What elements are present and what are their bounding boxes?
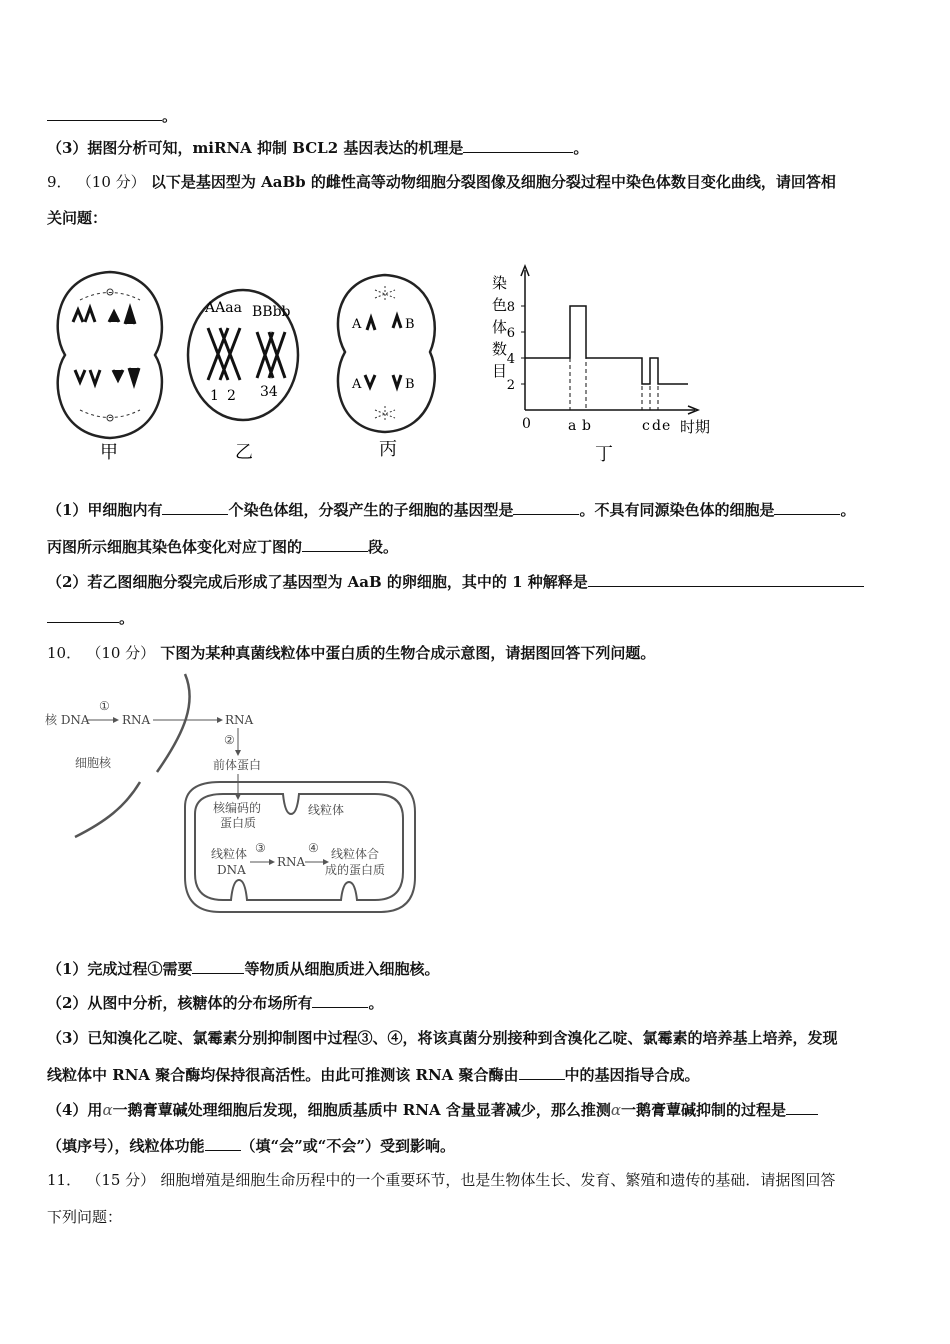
cell-division-figure bbox=[45, 260, 445, 470]
chart-tick-a: a bbox=[568, 418, 577, 434]
label-jia: 甲 bbox=[100, 442, 118, 463]
q10-sub3-line-1: （3）已知溴化乙啶、氯霉素分别抑制图中过程③、④，将该真菌分别接种到含溴化乙啶、氯霉素的培养基上培养，发现 bbox=[47, 1029, 838, 1047]
question-score: （10 分） bbox=[76, 173, 146, 191]
svg-text:染: 染 bbox=[492, 274, 508, 292]
chart-yticks bbox=[507, 300, 525, 393]
label-yi: 乙 bbox=[235, 442, 253, 463]
svg-text:细胞核: 细胞核 bbox=[75, 756, 112, 770]
answer-blank[interactable] bbox=[192, 959, 244, 974]
answer-blank[interactable] bbox=[47, 106, 162, 121]
chart-xlabel: 时期 bbox=[680, 418, 711, 436]
svg-text:线粒体: 线粒体 bbox=[211, 847, 248, 861]
chart-tick-b: b bbox=[582, 418, 591, 434]
answer-blank[interactable] bbox=[786, 1100, 818, 1115]
question-score: （15 分） bbox=[86, 1171, 156, 1189]
chart-tick-c: c bbox=[642, 418, 650, 434]
answer-blank[interactable] bbox=[162, 500, 228, 515]
question-number: 9． bbox=[47, 173, 72, 191]
question-score: （10 分） bbox=[86, 644, 156, 662]
q10-sub2-line: （2）从图中分析，核糖体的分布场所有 。 bbox=[47, 994, 384, 1012]
chart-series-line bbox=[525, 306, 688, 384]
svg-text:前体蛋白: 前体蛋白 bbox=[213, 758, 262, 772]
chart-ytick-label: 8 bbox=[506, 300, 515, 315]
answer-blank[interactable] bbox=[774, 500, 840, 515]
q9-stem-line-1: 9． （10 分） 以下是基因型为 AaBb 的雌性高等动物细胞分裂图像及细胞分裂过程中染色体数目变化曲线，请回答相 bbox=[47, 173, 836, 191]
answer-blank[interactable] bbox=[519, 1065, 565, 1080]
answer-blank[interactable] bbox=[513, 500, 579, 515]
cell-yi bbox=[188, 290, 298, 420]
question-number: 10． bbox=[47, 644, 82, 662]
q9-sub2-line-1: （2）若乙图细胞分裂完成后形成了基因型为 AaB 的卵细胞，其中的 1 种解释是 bbox=[47, 572, 864, 592]
svg-text:③: ③ bbox=[255, 841, 266, 855]
svg-text:线粒体: 线粒体 bbox=[308, 803, 345, 817]
svg-text:目: 目 bbox=[492, 362, 508, 380]
chart-tick-d: d bbox=[652, 418, 661, 434]
answer-blank[interactable] bbox=[205, 1136, 241, 1151]
mitochondria-protein-figure bbox=[45, 672, 420, 932]
q11-stem-line-2: 下列问题： bbox=[47, 1208, 123, 1226]
chart-title: 丁 bbox=[595, 444, 613, 465]
q8-tail-line: 。 bbox=[47, 106, 177, 126]
chart-ylabel bbox=[492, 274, 507, 380]
svg-text:BBbb: BBbb bbox=[252, 304, 291, 320]
svg-text:RNA: RNA bbox=[122, 713, 151, 727]
q9-sub1-line-1: （1）甲细胞内有 个染色体组，分裂产生的子细胞的基因型是 。不具有同源染色体的细胞是 。 bbox=[47, 501, 856, 519]
chart-ytick-label: 2 bbox=[506, 378, 515, 393]
svg-text:RNA: RNA bbox=[225, 713, 254, 727]
svg-text:2: 2 bbox=[227, 388, 236, 404]
q9-sub2-line-2: 。 bbox=[47, 608, 134, 628]
svg-text:34: 34 bbox=[260, 384, 278, 400]
svg-text:数: 数 bbox=[492, 340, 508, 358]
q10-sub1-line: （1）完成过程①需要 等物质从细胞质进入细胞核。 bbox=[47, 960, 440, 978]
chromosome-number-chart bbox=[480, 262, 720, 467]
alpha-symbol: α bbox=[610, 1101, 621, 1119]
svg-text:B: B bbox=[405, 317, 415, 332]
svg-text:RNA: RNA bbox=[277, 855, 306, 869]
svg-text:线粒体合: 线粒体合 bbox=[331, 847, 380, 861]
answer-blank[interactable] bbox=[302, 537, 368, 552]
svg-text:A: A bbox=[352, 377, 362, 392]
svg-text:AAaa: AAaa bbox=[205, 300, 242, 316]
answer-blank[interactable] bbox=[588, 572, 864, 587]
chart-ytick-label: 4 bbox=[506, 352, 515, 367]
svg-text:核编码的: 核编码的 bbox=[213, 801, 262, 815]
answer-blank[interactable] bbox=[463, 138, 573, 153]
svg-text:核 DNA: 核 DNA bbox=[45, 713, 90, 727]
answer-blank[interactable] bbox=[47, 608, 119, 623]
cell-bing bbox=[338, 275, 435, 432]
q10-sub4-line-2: （填序号），线粒体功能 （填“会”或“不会”）受到影响。 bbox=[47, 1137, 456, 1155]
q9-stem-line-2: 关问题： bbox=[47, 209, 108, 227]
chart-ytick-label: 6 bbox=[506, 326, 515, 341]
svg-text:④: ④ bbox=[308, 841, 319, 855]
svg-text:A: A bbox=[352, 317, 362, 332]
q9-sub1-line-2: 丙图所示细胞其染色体变化对应丁图的 段。 bbox=[47, 538, 399, 556]
question-number: 11． bbox=[47, 1171, 82, 1189]
q11-stem-line-1: 11． （15 分） 细胞增殖是细胞生命历程中的一个重要环节，也是生物体生长、发育、繁殖和遗传的基础．请据图回答 bbox=[47, 1171, 836, 1189]
svg-text:①: ① bbox=[99, 699, 110, 713]
q10-sub4-line-1: （4）用α一鹅膏蕈碱处理细胞后发现，细胞质基质中 RNA 含量显著减少，那么推测α一鹅膏蕈碱抑制的过程是 bbox=[47, 1100, 818, 1120]
svg-text:体: 体 bbox=[492, 318, 508, 336]
label-bing: 丙 bbox=[379, 439, 397, 460]
svg-text:成的蛋白质: 成的蛋白质 bbox=[325, 863, 386, 877]
svg-text:色: 色 bbox=[492, 296, 508, 314]
answer-blank[interactable] bbox=[312, 993, 368, 1008]
chart-origin: 0 bbox=[522, 416, 531, 432]
svg-text:②: ② bbox=[224, 733, 235, 747]
cell-jia bbox=[58, 272, 162, 438]
q8-sub3-line: （3）据图分析可知，miRNA 抑制 BCL2 基因表达的机理是 。 bbox=[47, 139, 589, 157]
svg-text:1: 1 bbox=[210, 388, 219, 404]
svg-text:DNA: DNA bbox=[217, 863, 246, 877]
alpha-symbol: α bbox=[102, 1101, 113, 1119]
chart-tick-e: e bbox=[662, 418, 671, 434]
svg-text:蛋白质: 蛋白质 bbox=[220, 816, 257, 830]
q10-sub3-line-2: 线粒体中 RNA 聚合酶均保持很高活性。由此可推测该 RNA 聚合酶由 中的基因指导合成。 bbox=[47, 1066, 700, 1084]
q10-stem-line: 10． （10 分） 下图为某种真菌线粒体中蛋白质的生物合成示意图，请据图回答下列问题。 bbox=[47, 644, 656, 662]
svg-text:B: B bbox=[405, 377, 415, 392]
